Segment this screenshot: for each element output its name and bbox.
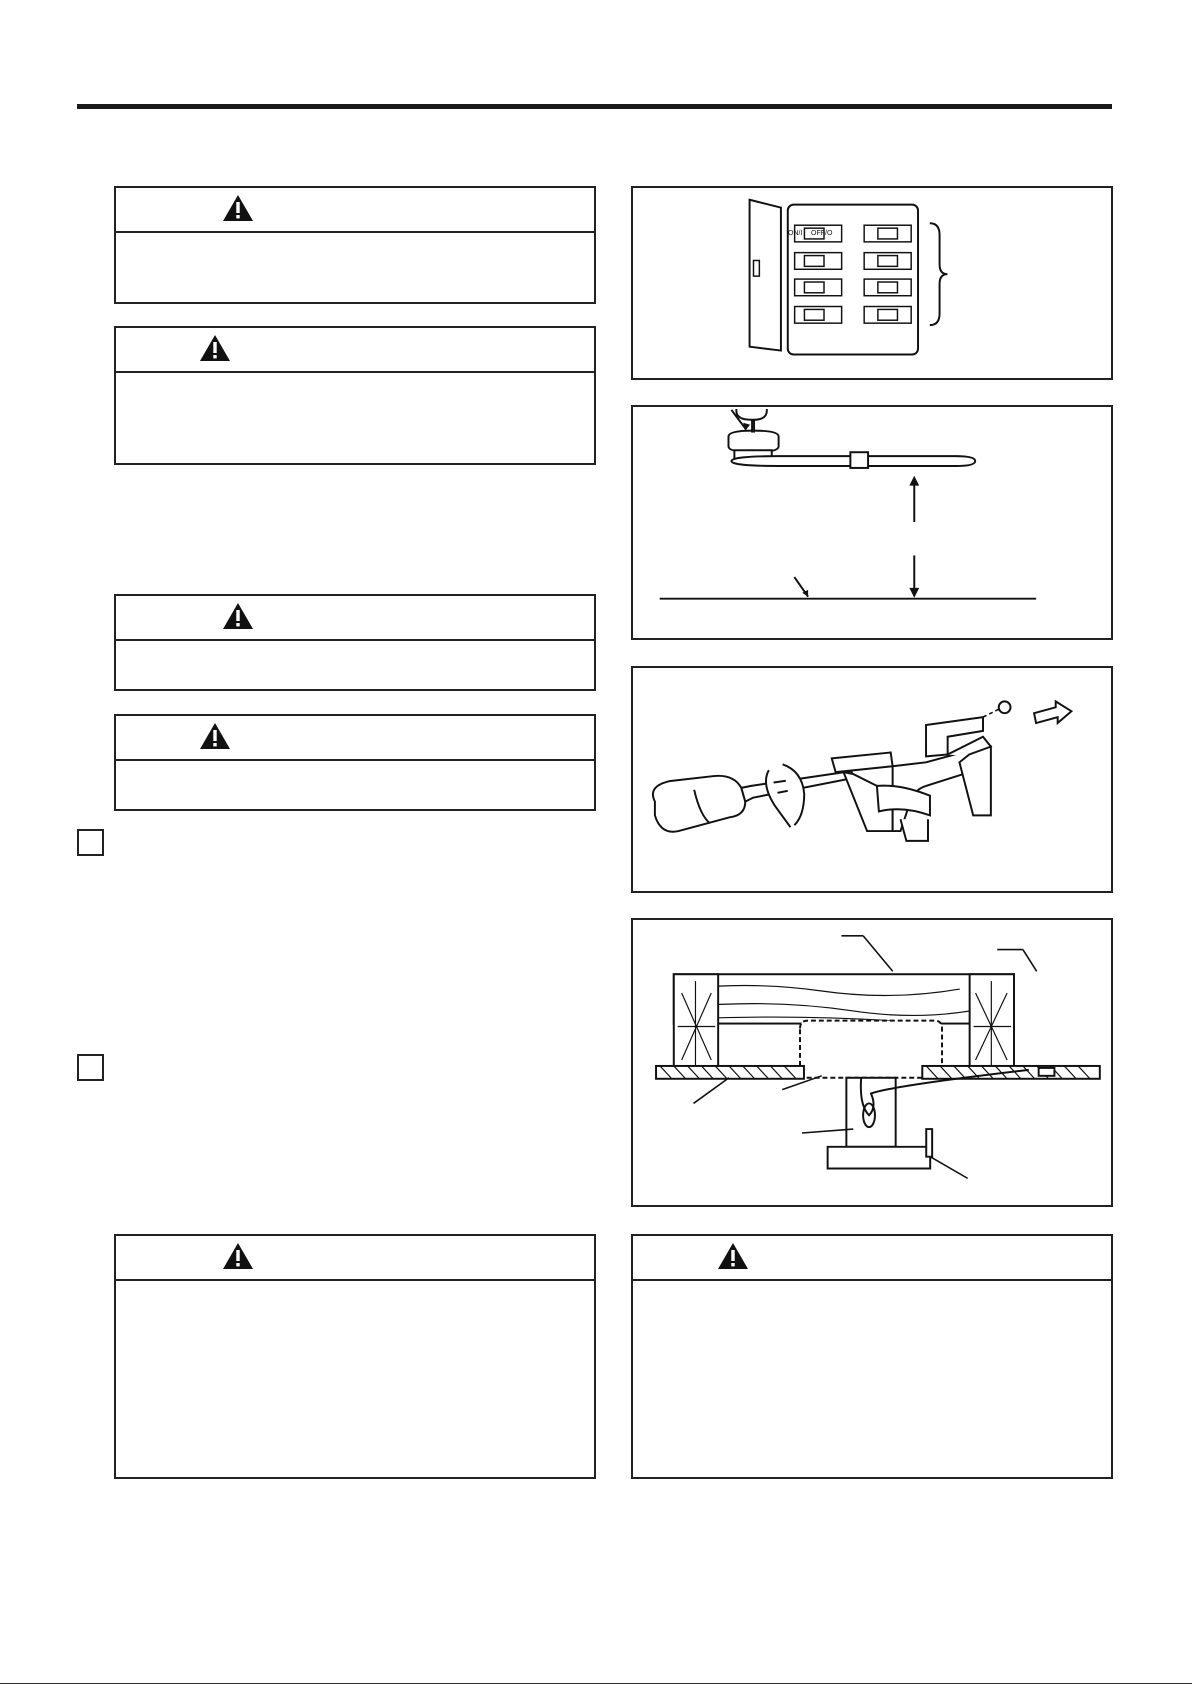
warning-box-header [116,328,594,373]
warning-box-5 [114,1234,596,1479]
breaker-label-on: ON/I [788,230,803,237]
warning-box-3 [114,594,596,691]
warning-triangle-icon [222,602,254,630]
mount-bracket-illustration [633,668,1111,891]
warning-box-1 [114,186,596,304]
breaker-panel-illustration [633,188,1111,378]
warning-box-header [633,1236,1111,1281]
warning-box-header [116,1236,594,1281]
warning-box-header [116,596,594,641]
figure-fan-clearance [631,405,1113,640]
fan-clearance-illustration [633,407,1111,638]
warning-box-6 [631,1234,1113,1479]
warning-box-4 [114,714,596,811]
figure-breaker-panel [631,186,1113,380]
warning-box-header [116,716,594,761]
step-checkbox-1[interactable] [77,829,104,856]
warning-triangle-icon [222,1242,254,1270]
figure-mount-bracket [631,666,1113,893]
breaker-label-off: OFF/O [811,230,833,237]
warning-triangle-icon [222,194,254,222]
header-rule [77,104,1112,109]
warning-box-2 [114,326,596,465]
figure-outlet-box [631,918,1113,1207]
warning-triangle-icon [199,334,231,362]
footer-rule [0,1683,1192,1684]
step-checkbox-2[interactable] [77,1054,104,1081]
warning-triangle-icon [717,1242,749,1270]
warning-box-header [116,188,594,233]
warning-triangle-icon [199,722,231,750]
outlet-box-illustration [633,920,1111,1205]
